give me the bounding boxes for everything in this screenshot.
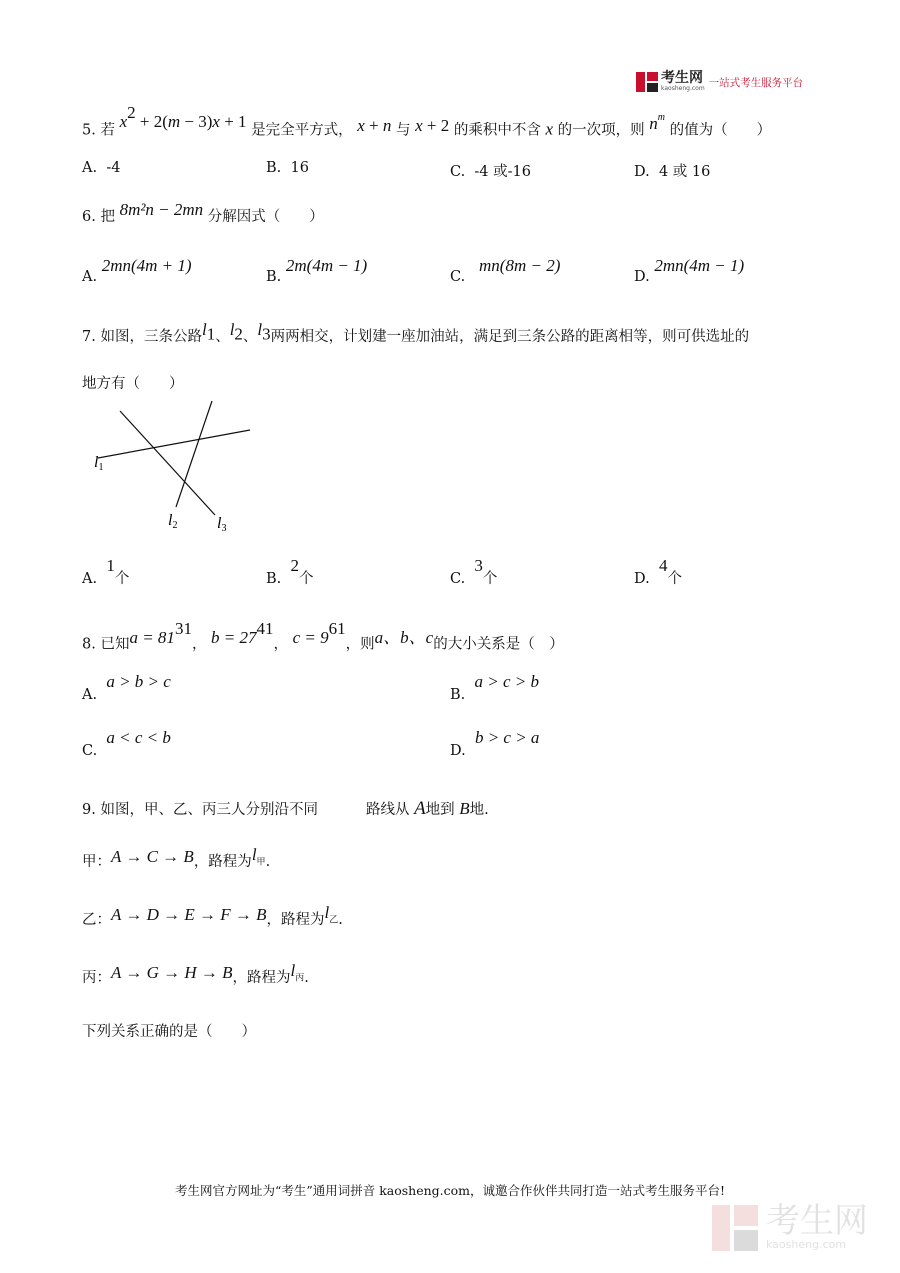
q5-expr4: $n^m$ — [649, 112, 665, 133]
q5-text4: 的一次项，则 — [557, 122, 645, 139]
q6-option-b: B. 2m(4m − 1) — [266, 256, 368, 285]
q9-path-yi: A → D → E → F → B — [111, 905, 267, 924]
q8-pre: 已知 — [100, 636, 130, 653]
q5-text2: 与 — [396, 122, 411, 139]
q5-expr3: x + 2 — [415, 115, 450, 135]
q9-path-bing: A → G → H → B — [111, 963, 233, 982]
q7-text2: 两两相交，计划建一座加油站，满足到三条公路的距离相等，则可供选址的 — [270, 329, 750, 345]
q9-point-a: A — [414, 798, 426, 819]
road-line-l2 — [176, 401, 212, 507]
q6-option-a: A. 2mn(4m + 1) — [82, 256, 192, 285]
q8-post: 的大小关系是（ ） — [433, 636, 564, 653]
watermark-sub: kaosheng.com — [766, 1238, 847, 1251]
q5-option-c: C. -4 或-16 — [450, 164, 531, 180]
kaosheng-logo-icon — [636, 72, 658, 92]
q7-l1: $l_1$ — [201, 320, 216, 344]
q9-question: 下列关系正确的是（ ） — [82, 1024, 256, 1040]
logo-name: 考生网 — [661, 70, 703, 86]
q8-abc: a、b、c — [374, 627, 434, 647]
q9-text1: 如图，甲、乙、丙三人分别沿不同 — [100, 802, 318, 818]
q5-expr2: x + n — [357, 115, 392, 135]
q5-text3: 的乘积中不含 — [453, 122, 541, 139]
q7-option-a: A. 1个 — [82, 556, 130, 587]
q9-route-jia: 甲：A → C → B，路程为$l_甲$. — [82, 845, 271, 870]
q8-number: 8. — [82, 636, 96, 653]
q7-option-b: B. 2个 — [266, 556, 314, 587]
q8-option-b: B. a > c > b — [450, 672, 539, 703]
q8-option-c: C. a < c < b — [82, 728, 171, 759]
q8-b-def: $b = 27^{41}$ — [211, 619, 274, 647]
q5-expr1: $x^2 + 2(m - 3)x + 1$ — [119, 103, 247, 131]
q9-point-b: B — [459, 799, 470, 818]
fig-label-l2: l2 — [168, 512, 178, 531]
q5-text1: 是完全平方式， — [251, 122, 353, 139]
q6-option-d: D. 2mn(4m − 1) — [634, 256, 745, 285]
question-9: 9. 如图，甲、乙、丙三人分别沿不同 路线从 A地到 B地. — [82, 798, 489, 819]
q6-number: 6. — [82, 209, 96, 225]
watermark-name: 考生网 — [766, 1201, 868, 1241]
q9-route-bing: 丙：A → G → H → B，路程为$l_丙$. — [82, 961, 309, 986]
header-slogan: 一站式考生服务平台 — [708, 76, 804, 89]
q6-option-c: C. mn(8m − 2) — [450, 256, 561, 285]
header-logo — [636, 72, 803, 92]
q7-road-figure — [80, 395, 260, 535]
q9-route-yi: 乙：A → D → E → F → B，路程为$l_乙$. — [82, 903, 343, 928]
q8-option-a: A. a > b > c — [82, 672, 171, 703]
q8-c-def: $c = 9^{61}$ — [292, 619, 346, 647]
q7-l2: $l_2$ — [229, 320, 243, 344]
road-line-l3 — [120, 411, 215, 515]
question-5 — [82, 103, 772, 140]
q7-number: 7. — [82, 329, 96, 345]
q5-option-d: D. 4 或 16 — [634, 164, 711, 180]
question-8: 8. 已知$a = 81^{31}$， $b = 27^{41}$， $c = 9^{61}$，则a、b、c的大小关系是（ ） — [82, 619, 564, 653]
q9-path-jia: A → C → B — [111, 847, 194, 866]
q6-pre: 把 — [100, 209, 115, 225]
watermark-logo-icon — [712, 1205, 758, 1251]
q5-option-b: B. 16 — [266, 160, 309, 176]
question-6 — [82, 200, 324, 226]
q9-text2: 路线从 — [365, 802, 410, 818]
q8-option-d: D. b > c > a — [450, 728, 540, 759]
q5-number: 5. — [82, 122, 96, 139]
fig-label-l1: l1 — [94, 454, 104, 473]
q7-l3: $l_3$ — [257, 320, 271, 344]
page-footer: 考生网官方网址为“考生”通用词拼音 kaosheng.com，诚邀合作伙伴共同打造一站式考生服务平台! — [174, 1183, 726, 1198]
watermark — [712, 1201, 868, 1251]
q7-option-c: C. 3个 — [450, 556, 498, 587]
q5-pre: 若 — [100, 122, 115, 139]
q7-text3: 地方有（ ） — [82, 376, 184, 392]
q5-text5: 的值为（ ） — [669, 122, 772, 139]
question-7: 7. 如图，三条公路$l_1$、$l_2$、$l_3$两两相交，计划建一座加油站，满足到三条公路的距离相等，则可供选址的 — [82, 320, 750, 345]
q5-var-x: x — [545, 119, 554, 139]
q8-a-def: $a = 81^{31}$ — [129, 619, 192, 647]
q6-post: 分解因式（ ） — [207, 209, 324, 225]
q7-option-d: D. 4个 — [634, 556, 682, 587]
fig-label-l3: l3 — [217, 515, 227, 534]
road-line-l1 — [98, 430, 250, 458]
logo-sub: kaosheng.com — [661, 85, 705, 92]
q9-number: 9. — [82, 802, 96, 818]
q7-text1: 如图，三条公路 — [100, 329, 202, 345]
q5-option-a: A. -4 — [82, 160, 121, 176]
q6-expr: 8m²n − 2mn — [119, 200, 204, 219]
